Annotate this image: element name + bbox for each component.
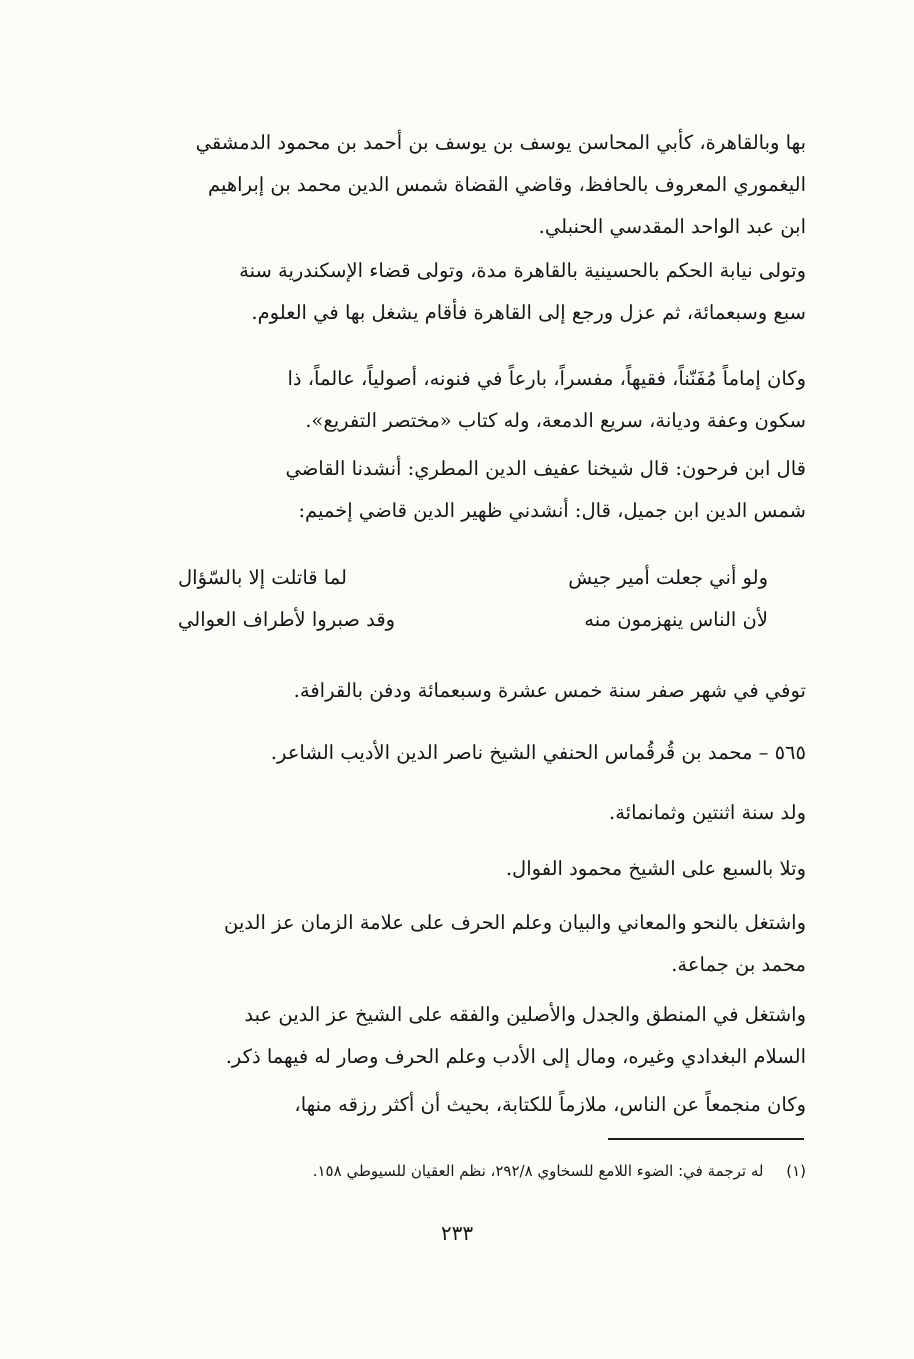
paragraph-study-2 — [138, 994, 806, 1078]
verse-first-hemistich: ولو أني جعلت أمير جيش — [568, 566, 768, 589]
text-line: وكان إماماً مُفَنّناً، فقيهاً، مفسراً، بارعاً في فنونه، أصولياً، عالماً، ذا — [287, 367, 806, 390]
text-line: محمد بن جماعة. — [671, 953, 806, 976]
poem-verse-2 — [178, 600, 768, 640]
page-number: ٢٣٣ — [440, 1221, 474, 1245]
paragraph-death — [138, 670, 806, 712]
text-line: سكون وعفة وديانة، سريع الدمعة، وله كتاب «مختصر التفريع». — [305, 409, 806, 432]
poem-verse-1 — [178, 558, 768, 598]
entry-heading-565 — [138, 732, 806, 774]
text-line: ولد سنة اثنتين وثمانمائة. — [609, 801, 806, 824]
paragraph-birth — [138, 792, 806, 834]
text-line: شمس الدين ابن جميل، قال: أنشدني ظهير الدين قاضي إخميم: — [298, 499, 806, 522]
paragraph-2 — [138, 250, 806, 334]
verse-first-hemistich: لأن الناس ينهزمون منه — [584, 608, 768, 631]
paragraph-4 — [138, 448, 806, 532]
text-line: واشتغل في المنطق والجدل والأصلين والفقه على الشيخ عز الدين عبد — [244, 1003, 806, 1026]
footnote-marker: (١) — [786, 1162, 806, 1180]
paragraph-3 — [138, 358, 806, 442]
text-line: ابن عبد الواحد المقدسي الحنبلي. — [538, 215, 806, 238]
verse-second-hemistich: لما قاتلت إلا بالسّؤال — [178, 566, 347, 589]
footnote-separator — [608, 1138, 804, 1140]
text-line: قال ابن فرحون: قال شيخنا عفيف الدين المطري: أنشدنا القاضي — [285, 457, 806, 480]
text-line: سبع وسبعمائة، ثم عزل ورجع إلى القاهرة فأقام يشغل بها في العلوم. — [251, 301, 806, 324]
paragraph-seclusion — [138, 1084, 806, 1126]
text-line: بها وبالقاهرة، كأبي المحاسن يوسف بن يوسف بن أحمد بن محمود الدمشقي — [195, 131, 806, 154]
footnote — [236, 1158, 806, 1184]
footnote-text: له ترجمة في: الضوء اللامع للسخاوي ٢٩٢/٨، نظم العقيان للسيوطي ١٥٨. — [312, 1162, 764, 1180]
text-line: اليغموري المعروف بالحافظ، وقاضي القضاة شمس الدين محمد بن إبراهيم — [208, 173, 806, 196]
paragraph-recitation — [138, 848, 806, 890]
text-line: وتولى نيابة الحكم بالحسينية بالقاهرة مدة، وتولى قضاء الإسكندرية سنة — [239, 259, 806, 282]
text-line: توفي في شهر صفر سنة خمس عشرة وسبعمائة ودفن بالقرافة. — [293, 679, 806, 702]
text-line: السلام البغدادي وغيره، ومال إلى الأدب وعلم الحرف وصار له فيهما ذكر. — [225, 1045, 806, 1068]
text-line: وكان منجمعاً عن الناس، ملازماً للكتابة، بحيث أن أكثر رزقه منها، — [294, 1093, 806, 1116]
paragraph-1 — [138, 122, 806, 248]
verse-second-hemistich: وقد صبروا لأطراف العوالي — [178, 608, 396, 631]
entry-title: ٥٦٥ – محمد بن قُرقُماس الحنفي الشيخ ناصر الدين الأديب الشاعر. — [270, 741, 806, 764]
text-line: واشتغل بالنحو والمعاني والبيان وعلم الحرف على علامة الزمان عز الدين — [224, 911, 806, 934]
paragraph-study-1 — [138, 902, 806, 986]
text-line: وتلا بالسبع على الشيخ محمود الفوال. — [505, 857, 806, 880]
